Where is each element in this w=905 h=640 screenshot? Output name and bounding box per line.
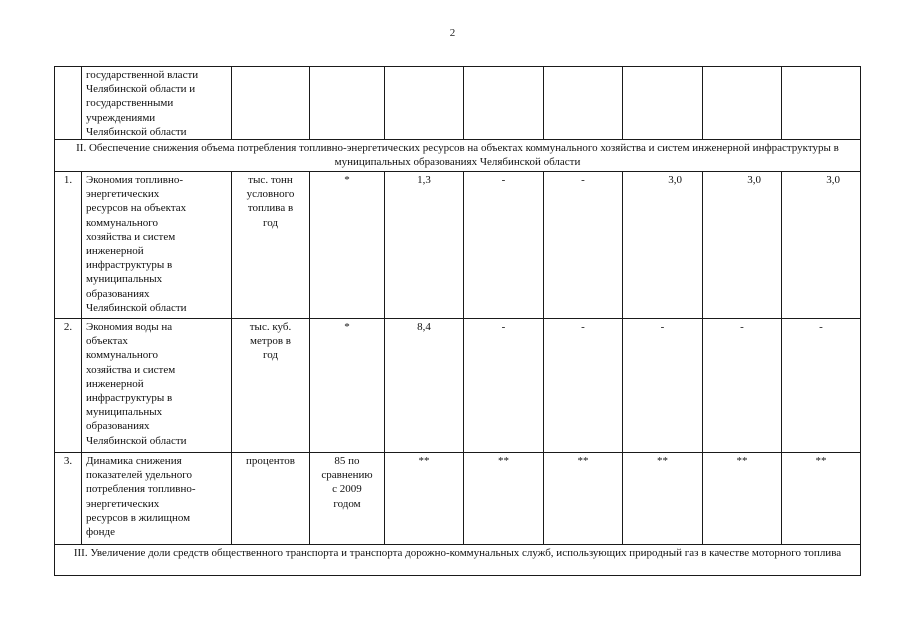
row-number: 2. (55, 319, 82, 453)
cell-value (544, 67, 623, 140)
cell-value: ** (544, 453, 623, 545)
indicators-table (54, 66, 861, 576)
cell-indicator-name (82, 453, 232, 545)
cell-indicator-name (82, 67, 232, 140)
cell-value: 3,0 (623, 172, 703, 319)
indicator-name-text: государственной власти Челябинской области и государственными учреждениями Челябинской области (86, 69, 199, 138)
cell-value: - (782, 319, 861, 453)
table-row-3 (55, 453, 861, 545)
section-row-2 (55, 140, 861, 172)
section-heading-2: II. Обеспечение снижения объема потребления топливно-энергетических ресурсов на объектах коммунального хозяйства и систем инженерной инфраструктуры в муниципальных образованиях Челябинской области (55, 140, 861, 172)
cell-value (782, 67, 861, 140)
table-row-continuation (55, 67, 861, 140)
cell-value (623, 67, 703, 140)
cell-value: - (544, 319, 623, 453)
base-text: 85 по сравнению с 2009 годом (321, 455, 373, 510)
page-number: 2 (449, 27, 456, 39)
table-row-1 (55, 172, 861, 319)
cell-unit (232, 453, 310, 545)
unit-text: тыс. тонн условного топлива в год (246, 174, 295, 229)
cell-value: ** (464, 453, 544, 545)
cell-base: * (310, 172, 385, 319)
cell-value: - (464, 172, 544, 319)
cell-value: - (464, 319, 544, 453)
cell-value: ** (385, 453, 464, 545)
cell-num (55, 67, 82, 140)
section-heading-3: III. Увеличение доли средств общественного транспорта и транспорта дорожно-коммунальных служб, использующих природный газ в качестве моторного топлива (55, 545, 861, 576)
cell-value: ** (703, 453, 782, 545)
section-row-3 (55, 545, 861, 576)
indicator-name-text: Экономия топливно- энергетических ресурсов на объектах коммунального хозяйства и систем инженерной инфраструктуры в муниципальных образованиях Челябинской области (86, 174, 187, 314)
cell-unit (232, 67, 310, 140)
cell-value: ** (623, 453, 703, 545)
cell-indicator-name (82, 172, 232, 319)
cell-value: 3,0 (782, 172, 861, 319)
row-number: 3. (55, 453, 82, 545)
cell-value: - (703, 319, 782, 453)
cell-value: 1,3 (385, 172, 464, 319)
cell-value (385, 67, 464, 140)
cell-value: 8,4 (385, 319, 464, 453)
indicator-name-text: Экономия воды на объектах коммунального хозяйства и систем инженерной инфраструктуры в муниципальных образованиях Челябинской области (86, 321, 187, 447)
cell-value: ** (782, 453, 861, 545)
cell-value (703, 67, 782, 140)
table-row-2 (55, 319, 861, 453)
cell-unit (232, 172, 310, 319)
indicator-name-text: Динамика снижения показателей удельного потребления топливно- энергетических ресурсов в жилищном фонде (86, 455, 196, 539)
unit-text: процентов (246, 455, 295, 468)
cell-value (464, 67, 544, 140)
row-number: 1. (55, 172, 82, 319)
cell-base: * (310, 319, 385, 453)
cell-value: - (623, 319, 703, 453)
cell-base (310, 453, 385, 545)
cell-unit (232, 319, 310, 453)
unit-text: тыс. куб. метров в год (249, 321, 292, 362)
cell-value: 3,0 (703, 172, 782, 319)
cell-indicator-name (82, 319, 232, 453)
cell-value: - (544, 172, 623, 319)
cell-base (310, 67, 385, 140)
